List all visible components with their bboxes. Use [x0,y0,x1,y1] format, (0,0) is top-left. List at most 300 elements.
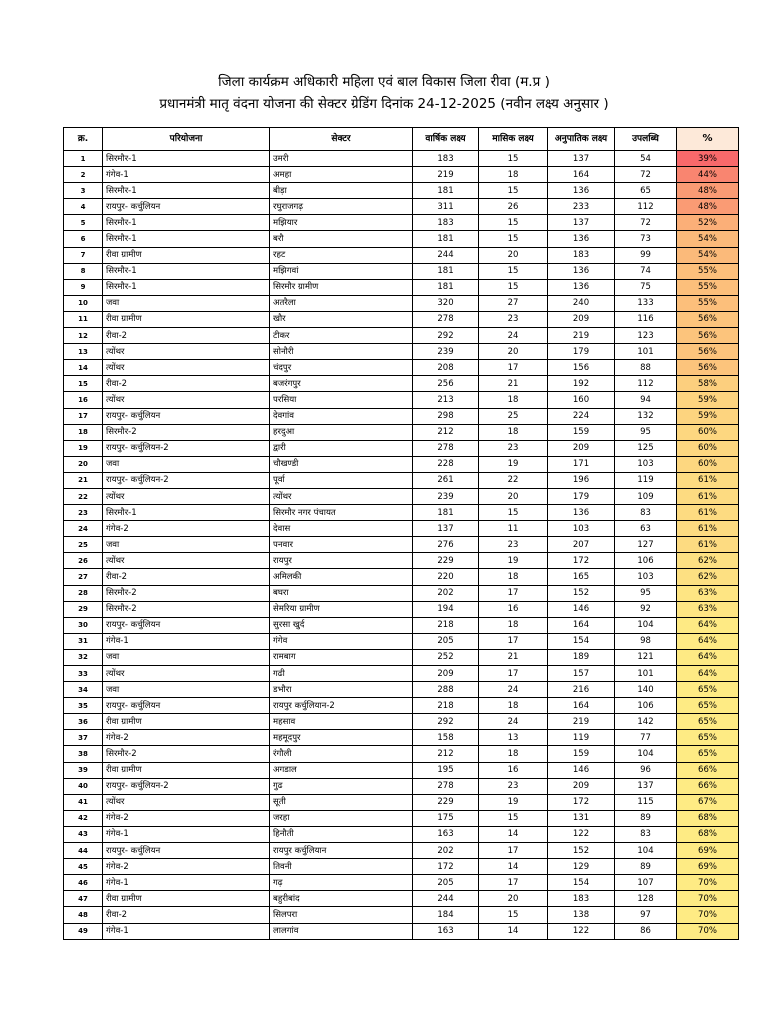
monthly-target-cell: 23 [479,311,548,327]
proportional-target-cell: 154 [548,633,615,649]
proportional-target-cell: 219 [548,328,615,344]
project-cell: त्योंथर [103,553,270,569]
percent-cell: 59% [677,392,739,408]
serial-number-cell: 36 [64,714,103,730]
percent-cell: 64% [677,633,739,649]
annual-target-cell: 320 [413,295,479,311]
sector-cell: अगडाल [270,762,413,778]
monthly-target-cell: 16 [479,762,548,778]
percent-cell: 61% [677,521,739,537]
percent-cell: 70% [677,891,739,907]
project-cell: सिरमौर-2 [103,424,270,440]
monthly-target-cell: 15 [479,231,548,247]
sector-cell: देवगांव [270,408,413,424]
serial-number-cell: 49 [64,923,103,939]
achievement-cell: 104 [615,843,677,859]
percent-cell: 65% [677,730,739,746]
monthly-target-cell: 18 [479,167,548,183]
achievement-cell: 101 [615,666,677,682]
annual-target-cell: 220 [413,569,479,585]
header-percent: % [677,128,739,151]
percent-cell: 64% [677,666,739,682]
table-row [64,360,739,376]
project-cell: गंगेव-1 [103,826,270,842]
header-serial-number: क्र. [64,128,103,151]
serial-number-cell: 28 [64,585,103,601]
monthly-target-cell: 15 [479,215,548,231]
annual-target-cell: 158 [413,730,479,746]
project-cell: गंगेव-2 [103,859,270,875]
annual-target-cell: 252 [413,649,479,665]
achievement-cell: 104 [615,617,677,633]
monthly-target-cell: 17 [479,843,548,859]
sector-cell: अतरैला [270,295,413,311]
proportional-target-cell: 207 [548,537,615,553]
project-cell: जवा [103,295,270,311]
achievement-cell: 54 [615,151,677,167]
serial-number-cell: 1 [64,151,103,167]
serial-number-cell: 14 [64,360,103,376]
proportional-target-cell: 122 [548,826,615,842]
annual-target-cell: 244 [413,891,479,907]
annual-target-cell: 195 [413,762,479,778]
sector-cell: बहुरीबांद [270,891,413,907]
proportional-target-cell: 164 [548,698,615,714]
project-cell: रीवा-2 [103,907,270,923]
serial-number-cell: 45 [64,859,103,875]
sector-cell: महसाव [270,714,413,730]
percent-cell: 63% [677,601,739,617]
monthly-target-cell: 11 [479,521,548,537]
monthly-target-cell: 23 [479,440,548,456]
annual-target-cell: 205 [413,875,479,891]
proportional-target-cell: 137 [548,151,615,167]
sector-cell: बरौ [270,231,413,247]
annual-target-cell: 209 [413,666,479,682]
proportional-target-cell: 196 [548,472,615,488]
achievement-cell: 77 [615,730,677,746]
table-row [64,649,739,665]
sector-cell: गंगेव [270,633,413,649]
annual-target-cell: 278 [413,440,479,456]
annual-target-cell: 194 [413,601,479,617]
header-annual-target: वार्षिक लक्ष्य [413,128,479,151]
table-row [64,231,739,247]
proportional-target-cell: 216 [548,682,615,698]
serial-number-cell: 47 [64,891,103,907]
achievement-cell: 132 [615,408,677,424]
sector-cell: रायपुर [270,553,413,569]
monthly-target-cell: 15 [479,183,548,199]
sector-cell: गढ़ [270,875,413,891]
proportional-target-cell: 129 [548,859,615,875]
proportional-target-cell: 189 [548,649,615,665]
annual-target-cell: 239 [413,488,479,504]
serial-number-cell: 8 [64,263,103,279]
table-row [64,440,739,456]
sector-cell: सिरमौर ग्रामीण [270,279,413,295]
monthly-target-cell: 20 [479,344,548,360]
sector-cell: चौखण्डी [270,456,413,472]
monthly-target-cell: 17 [479,360,548,376]
achievement-cell: 133 [615,295,677,311]
project-cell: रीवा-2 [103,376,270,392]
project-cell: सिरमौर-1 [103,151,270,167]
percent-cell: 59% [677,408,739,424]
project-cell: रायपुर- कर्चुलियन [103,843,270,859]
monthly-target-cell: 15 [479,279,548,295]
serial-number-cell: 34 [64,682,103,698]
percent-cell: 65% [677,698,739,714]
table-row [64,537,739,553]
percent-cell: 65% [677,746,739,762]
table-row [64,794,739,810]
annual-target-cell: 278 [413,778,479,794]
serial-number-cell: 31 [64,633,103,649]
table-row [64,199,739,215]
achievement-cell: 121 [615,649,677,665]
project-cell: सिरमौर-1 [103,215,270,231]
monthly-target-cell: 22 [479,472,548,488]
proportional-target-cell: 233 [548,199,615,215]
sector-cell: तिवनी [270,859,413,875]
project-cell: रायपुर- कर्चुलियन [103,199,270,215]
project-cell: जवा [103,456,270,472]
percent-cell: 61% [677,537,739,553]
percent-cell: 68% [677,826,739,842]
annual-target-cell: 163 [413,923,479,939]
percent-cell: 64% [677,617,739,633]
project-cell: जवा [103,682,270,698]
proportional-target-cell: 146 [548,601,615,617]
table-row [64,714,739,730]
proportional-target-cell: 164 [548,617,615,633]
achievement-cell: 88 [615,360,677,376]
achievement-cell: 96 [615,762,677,778]
annual-target-cell: 172 [413,859,479,875]
percent-cell: 55% [677,263,739,279]
annual-target-cell: 181 [413,279,479,295]
sector-cell: मझियार [270,215,413,231]
sector-grading-table [63,127,739,940]
sector-cell: मझिगवां [270,263,413,279]
annual-target-cell: 292 [413,714,479,730]
monthly-target-cell: 15 [479,505,548,521]
achievement-cell: 115 [615,794,677,810]
annual-target-cell: 256 [413,376,479,392]
sector-cell: गुढ [270,778,413,794]
achievement-cell: 116 [615,311,677,327]
proportional-target-cell: 122 [548,923,615,939]
monthly-target-cell: 14 [479,859,548,875]
sector-cell: पूर्वा [270,472,413,488]
sector-cell: हिनौती [270,826,413,842]
achievement-cell: 109 [615,488,677,504]
monthly-target-cell: 15 [479,810,548,826]
annual-target-cell: 218 [413,617,479,633]
table-row [64,263,739,279]
serial-number-cell: 23 [64,505,103,521]
monthly-target-cell: 23 [479,537,548,553]
serial-number-cell: 10 [64,295,103,311]
serial-number-cell: 9 [64,279,103,295]
annual-target-cell: 183 [413,151,479,167]
table-row [64,295,739,311]
table-row [64,521,739,537]
table-row [64,778,739,794]
sector-cell: डभौरा [270,682,413,698]
sector-cell: सेमरिया ग्रामीण [270,601,413,617]
proportional-target-cell: 146 [548,762,615,778]
monthly-target-cell: 24 [479,328,548,344]
proportional-target-cell: 164 [548,167,615,183]
proportional-target-cell: 136 [548,183,615,199]
table-row [64,633,739,649]
achievement-cell: 107 [615,875,677,891]
percent-cell: 65% [677,714,739,730]
achievement-cell: 86 [615,923,677,939]
achievement-cell: 137 [615,778,677,794]
serial-number-cell: 35 [64,698,103,714]
table-row [64,488,739,504]
monthly-target-cell: 15 [479,263,548,279]
sector-cell: महमूदपुर [270,730,413,746]
project-cell: त्योंथर [103,392,270,408]
project-cell: गंगेव-1 [103,167,270,183]
annual-target-cell: 244 [413,247,479,263]
monthly-target-cell: 27 [479,295,548,311]
project-cell: रीवा ग्रामीण [103,714,270,730]
serial-number-cell: 18 [64,424,103,440]
proportional-target-cell: 156 [548,360,615,376]
sector-cell: रायपुर कर्चुलियान [270,843,413,859]
achievement-cell: 65 [615,183,677,199]
proportional-target-cell: 136 [548,263,615,279]
sector-cell: सिरमौर नगर पंचायत [270,505,413,521]
proportional-target-cell: 103 [548,521,615,537]
monthly-target-cell: 18 [479,569,548,585]
proportional-target-cell: 154 [548,875,615,891]
project-cell: रीवा ग्रामीण [103,247,270,263]
serial-number-cell: 12 [64,328,103,344]
achievement-cell: 103 [615,456,677,472]
annual-target-cell: 229 [413,794,479,810]
achievement-cell: 63 [615,521,677,537]
percent-cell: 64% [677,649,739,665]
sector-cell: अमहा [270,167,413,183]
header-sector: सेक्टर [270,128,413,151]
serial-number-cell: 17 [64,408,103,424]
project-cell: रायपुर- कर्चुलियन-2 [103,778,270,794]
sector-cell: हरदुआ [270,424,413,440]
annual-target-cell: 181 [413,183,479,199]
monthly-target-cell: 15 [479,151,548,167]
serial-number-cell: 7 [64,247,103,263]
table-row [64,891,739,907]
annual-target-cell: 205 [413,633,479,649]
project-cell: सिरमौर-1 [103,263,270,279]
annual-target-cell: 261 [413,472,479,488]
project-cell: रीवा ग्रामीण [103,311,270,327]
project-cell: सिरमौर-1 [103,183,270,199]
achievement-cell: 74 [615,263,677,279]
header-achievement: उपलब्धि [615,128,677,151]
percent-cell: 61% [677,472,739,488]
table-row [64,392,739,408]
monthly-target-cell: 14 [479,923,548,939]
table-row [64,907,739,923]
monthly-target-cell: 15 [479,907,548,923]
achievement-cell: 75 [615,279,677,295]
monthly-target-cell: 26 [479,199,548,215]
monthly-target-cell: 19 [479,794,548,810]
table-row [64,617,739,633]
achievement-cell: 73 [615,231,677,247]
annual-target-cell: 229 [413,553,479,569]
percent-cell: 52% [677,215,739,231]
project-cell: सिरमौर-2 [103,746,270,762]
serial-number-cell: 26 [64,553,103,569]
proportional-target-cell: 209 [548,778,615,794]
sector-cell: सुरसा खुर्द [270,617,413,633]
achievement-cell: 127 [615,537,677,553]
achievement-cell: 98 [615,633,677,649]
proportional-target-cell: 159 [548,424,615,440]
sector-cell: लालगांव [270,923,413,939]
proportional-target-cell: 183 [548,247,615,263]
percent-cell: 55% [677,279,739,295]
serial-number-cell: 2 [64,167,103,183]
annual-target-cell: 184 [413,907,479,923]
proportional-target-cell: 179 [548,344,615,360]
annual-target-cell: 202 [413,585,479,601]
proportional-target-cell: 192 [548,376,615,392]
project-cell: गंगेव-1 [103,875,270,891]
table-row [64,311,739,327]
table-row [64,505,739,521]
project-cell: रायपुर- कर्चुलियन [103,698,270,714]
proportional-target-cell: 171 [548,456,615,472]
proportional-target-cell: 219 [548,714,615,730]
proportional-target-cell: 152 [548,585,615,601]
proportional-target-cell: 131 [548,810,615,826]
achievement-cell: 106 [615,553,677,569]
header-proportional-target: अनुपातिक लक्ष्य [548,128,615,151]
achievement-cell: 140 [615,682,677,698]
sector-cell: खौर [270,311,413,327]
percent-cell: 61% [677,505,739,521]
table-row [64,859,739,875]
proportional-target-cell: 172 [548,794,615,810]
header-project: परियोजना [103,128,270,151]
achievement-cell: 95 [615,424,677,440]
serial-number-cell: 30 [64,617,103,633]
serial-number-cell: 33 [64,666,103,682]
table-row [64,569,739,585]
percent-cell: 67% [677,794,739,810]
serial-number-cell: 19 [64,440,103,456]
percent-cell: 62% [677,569,739,585]
table-row [64,875,739,891]
annual-target-cell: 208 [413,360,479,376]
serial-number-cell: 20 [64,456,103,472]
annual-target-cell: 202 [413,843,479,859]
percent-cell: 61% [677,488,739,504]
project-cell: गंगेव-2 [103,521,270,537]
proportional-target-cell: 172 [548,553,615,569]
annual-target-cell: 181 [413,505,479,521]
table-row [64,151,739,167]
sector-cell: बघरा [270,585,413,601]
serial-number-cell: 32 [64,649,103,665]
sector-cell: सूती [270,794,413,810]
project-cell: रीवा-2 [103,328,270,344]
monthly-target-cell: 18 [479,392,548,408]
achievement-cell: 104 [615,746,677,762]
annual-target-cell: 288 [413,682,479,698]
table-row [64,167,739,183]
project-cell: जवा [103,537,270,553]
sector-cell: रायपुर कर्चुलियान-2 [270,698,413,714]
achievement-cell: 112 [615,199,677,215]
proportional-target-cell: 157 [548,666,615,682]
percent-cell: 69% [677,859,739,875]
percent-cell: 56% [677,360,739,376]
project-cell: त्योंथर [103,360,270,376]
annual-target-cell: 278 [413,311,479,327]
serial-number-cell: 46 [64,875,103,891]
achievement-cell: 89 [615,859,677,875]
table-row [64,553,739,569]
proportional-target-cell: 179 [548,488,615,504]
sector-cell: पनवार [270,537,413,553]
serial-number-cell: 13 [64,344,103,360]
serial-number-cell: 22 [64,488,103,504]
sector-cell: रंगौली [270,746,413,762]
project-cell: त्योंथर [103,344,270,360]
project-cell: रीवा ग्रामीण [103,762,270,778]
sector-cell: रघुराजगढ़ [270,199,413,215]
project-cell: रायपुर- कर्चुलियन [103,617,270,633]
percent-cell: 56% [677,311,739,327]
achievement-cell: 94 [615,392,677,408]
serial-number-cell: 15 [64,376,103,392]
serial-number-cell: 41 [64,794,103,810]
project-cell: त्योंथर [103,488,270,504]
annual-target-cell: 212 [413,746,479,762]
percent-cell: 58% [677,376,739,392]
serial-number-cell: 27 [64,569,103,585]
annual-target-cell: 292 [413,328,479,344]
table-row [64,843,739,859]
annual-target-cell: 212 [413,424,479,440]
percent-cell: 54% [677,231,739,247]
annual-target-cell: 183 [413,215,479,231]
annual-target-cell: 298 [413,408,479,424]
monthly-target-cell: 19 [479,456,548,472]
table-row [64,247,739,263]
percent-cell: 48% [677,199,739,215]
table-row [64,215,739,231]
percent-cell: 66% [677,762,739,778]
annual-target-cell: 218 [413,698,479,714]
sector-cell: परसिया [270,392,413,408]
project-cell: त्योंथर [103,666,270,682]
annual-target-cell: 219 [413,167,479,183]
monthly-target-cell: 18 [479,698,548,714]
project-cell: गंगेव-1 [103,923,270,939]
project-cell: सिरमौर-2 [103,585,270,601]
